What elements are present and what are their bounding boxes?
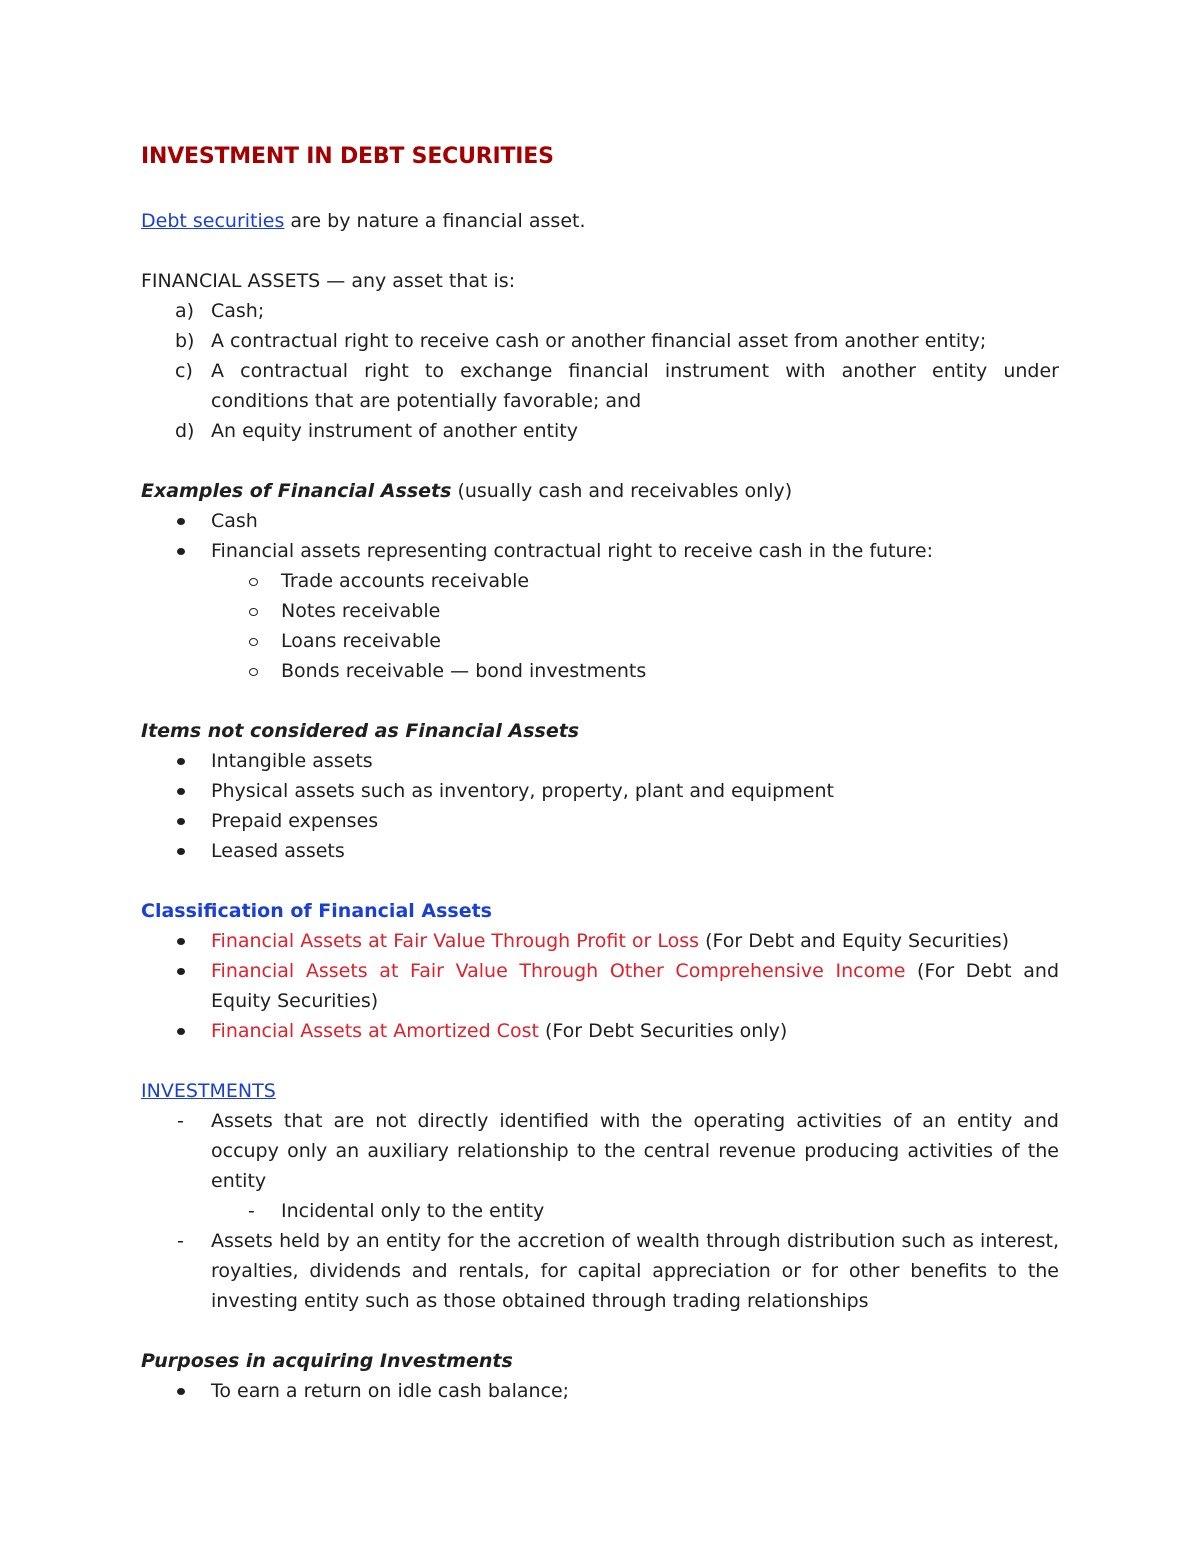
list-item: Intangible assets — [141, 746, 1059, 776]
investments-list — [141, 1106, 1059, 1316]
bullet-icon — [177, 968, 185, 975]
examples-heading: Examples of Financial Assets (usually cash and receivables only) — [141, 480, 793, 502]
sub-list-item: Trade accounts receivable — [141, 566, 1059, 596]
sub-list-item: - Incidental only to the entity — [248, 1200, 545, 1222]
list-item: c) A contractual right to exchange financial instrument with another entity under conditions that are potentially favorable; and — [175, 360, 1059, 412]
debt-securities-link[interactable]: Debt securities — [141, 210, 285, 232]
list-item: Physical assets such as inventory, property, plant and equipment — [141, 776, 1059, 806]
list-item: Financial Assets at Fair Value Through Profit or Loss (For Debt and Equity Securities) — [141, 926, 1059, 956]
list-item: Financial Assets at Amortized Cost (For Debt Securities only) — [141, 1016, 1059, 1046]
page-title: INVESTMENT IN DEBT SECURITIES — [141, 144, 554, 169]
hollow-bullet-icon — [249, 668, 258, 676]
list-item: Cash — [141, 506, 1059, 536]
list-item: Leased assets — [141, 836, 1059, 866]
list-item: a) Cash; — [175, 300, 265, 322]
sub-list-item: Notes receivable — [141, 596, 1059, 626]
list-item: - Assets held by an entity for the accretion of wealth through distribution such as interest, royalties, dividends and rentals, for capital appreciation or for other benefits to the investing entity such as those obtained through trading relationships — [177, 1230, 1059, 1312]
list-item: To earn a return on idle cash balance; — [141, 1376, 1059, 1406]
bullet-icon — [177, 548, 185, 555]
intro-paragraph: Debt securities are by nature a financial asset. — [141, 210, 586, 232]
list-item: - Assets that are not directly identified with the operating activities of an entity and occupy only an auxiliary relationship to the central revenue producing activities of the entity — [177, 1110, 1059, 1192]
hollow-bullet-icon — [249, 608, 258, 616]
list-item: Financial assets representing contractual right to receive cash in the future: — [141, 536, 1059, 566]
list-item: Financial Assets at Fair Value Through Other Comprehensive Income (For Debt and Equity Securities) — [141, 956, 1059, 1016]
investments-link[interactable]: INVESTMENTS — [141, 1080, 276, 1102]
not-considered-list — [141, 746, 1059, 866]
classification-heading: Classification of Financial Assets — [141, 900, 492, 922]
sub-list-item: Loans receivable — [141, 626, 1059, 656]
purposes-list — [141, 1376, 1059, 1406]
bullet-icon — [177, 848, 185, 855]
bullet-icon — [177, 518, 185, 525]
list-item: d) An equity instrument of another entity — [175, 420, 578, 442]
bullet-icon — [177, 1388, 185, 1395]
examples-list — [141, 506, 1059, 686]
financial-assets-heading: FINANCIAL ASSETS — any asset that is: — [141, 270, 516, 292]
bullet-icon — [177, 1028, 185, 1035]
not-considered-heading: Items not considered as Financial Assets — [141, 720, 580, 742]
list-item: Prepaid expenses — [141, 806, 1059, 836]
sub-list-item: Bonds receivable — bond investments — [141, 656, 1059, 686]
classification-list — [141, 926, 1059, 1046]
hollow-bullet-icon — [249, 578, 258, 586]
bullet-icon — [177, 788, 185, 795]
investments-heading — [141, 1076, 1059, 1106]
hollow-bullet-icon — [249, 638, 258, 646]
bullet-icon — [177, 938, 185, 945]
purposes-heading: Purposes in acquiring Investments — [141, 1350, 513, 1372]
financial-assets-list — [141, 296, 1059, 446]
bullet-icon — [177, 818, 185, 825]
document-body — [141, 206, 1059, 1406]
bullet-icon — [177, 758, 185, 765]
list-item: b) A contractual right to receive cash or another financial asset from another entity; — [175, 330, 987, 352]
